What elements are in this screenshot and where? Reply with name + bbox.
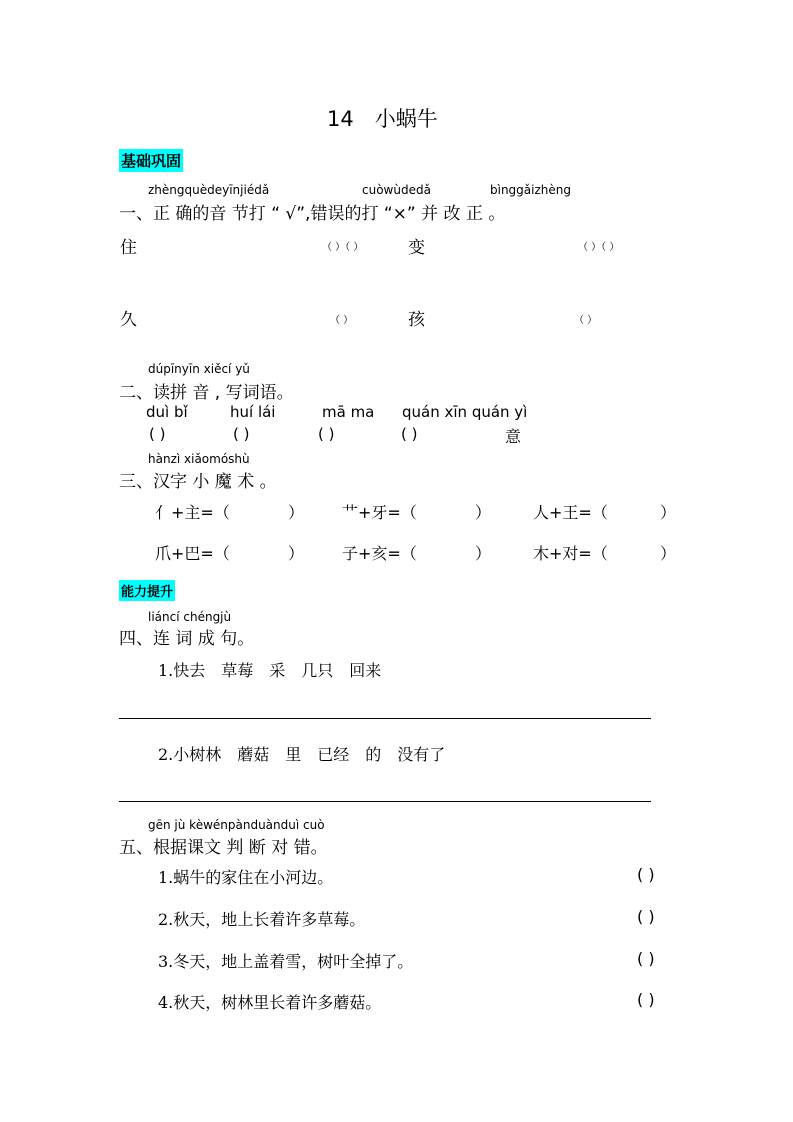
q3-pinyin: hànzì xiǎomóshù — [148, 452, 250, 466]
q3-expr-4: 爪+巴=（ — [155, 544, 230, 563]
q2-heading: 二、读拼 音 , 写词语。 — [119, 383, 294, 403]
q3-close-2: ） — [475, 503, 492, 522]
q1-parens-3: （ ） — [330, 315, 354, 326]
q3-close-3: ） — [660, 503, 677, 522]
q3-expr-5: 子+亥=（ — [342, 544, 417, 563]
answer-line-1[interactable] — [119, 718, 651, 719]
section-badge-improve: 能力提升 — [119, 580, 175, 601]
q1-heading: 一、正 确的音 节打 “ √”,错误的打 “×” 并 改 正 。 — [119, 204, 506, 224]
answer-line-2[interactable] — [119, 801, 651, 802]
q2-pinyin: dúpīnyīn xiěcí yǔ — [148, 362, 250, 376]
q5-heading: 五、根据课文 判 断 对 错。 — [119, 838, 328, 858]
q2-syllable-4: quán xīn quán yì — [402, 403, 528, 421]
q2-blank-2[interactable]: ( ) — [233, 425, 250, 443]
q5-paren-4[interactable]: ( ) — [637, 990, 655, 1009]
q3-close-6: ） — [660, 544, 677, 563]
q3-close-1: ） — [288, 503, 305, 522]
q4-item-2: 2.小树林 蘑菇 里 已经 的 没有了 — [158, 745, 446, 764]
q4-heading: 四、连 词 成 句。 — [119, 629, 255, 649]
q3-expr-1: 亻+主=（ — [155, 503, 230, 522]
q1-parens-4: （ ） — [574, 315, 598, 326]
q5-pinyin: gēn jù kèwénpànduànduì cuò — [148, 818, 325, 832]
q2-suffix: 意 — [505, 427, 522, 446]
section-badge-basic: 基础巩固 — [119, 149, 183, 172]
q1-parens-2: （ ）（ ） — [578, 242, 620, 253]
q2-syllable-2: huí lái — [230, 403, 276, 421]
q1-pinyin-c: bìnggǎizhèng — [490, 183, 571, 197]
q3-expr-3: 人+王=（ — [533, 503, 608, 522]
q4-item-1: 1.快去 草莓 采 几只 回来 — [158, 661, 382, 680]
q3-heading: 三、汉字 小 魔 术 。 — [119, 472, 277, 492]
q3-expr-2: 艹+牙=（ — [342, 503, 417, 522]
q1-char-4: 孩 — [408, 310, 425, 330]
q5-item-1: 1.蜗牛的家住在小河边。 — [158, 868, 334, 887]
q1-pinyin-a: zhèngquèdeyīnjiédǎ — [148, 183, 270, 197]
q2-syllable-3: mā ma — [322, 403, 375, 421]
q1-char-2: 变 — [408, 238, 425, 258]
q3-close-5: ） — [475, 544, 492, 563]
q5-item-2: 2.秋天，地上长着许多草莓。 — [158, 910, 366, 929]
q5-paren-3[interactable]: ( ) — [637, 949, 655, 968]
q5-paren-2[interactable]: ( ) — [637, 907, 655, 926]
page-title: 14 小蜗牛 — [327, 107, 438, 131]
q3-expr-6: 木+对=（ — [533, 544, 608, 563]
q1-char-1: 住 — [120, 238, 137, 258]
q2-blank-4[interactable]: ( ) — [401, 425, 418, 443]
q5-item-3: 3.冬天，地上盖着雪，树叶全掉了。 — [158, 952, 414, 971]
q1-parens-1: （ ）（ ） — [322, 242, 364, 253]
q1-char-3: 久 — [120, 310, 137, 330]
q2-blank-1[interactable]: ( ) — [149, 425, 166, 443]
q3-close-4: ） — [288, 544, 305, 563]
q5-paren-1[interactable]: ( ) — [637, 865, 655, 884]
q2-blank-3[interactable]: ( ) — [318, 425, 335, 443]
q5-item-4: 4.秋天，树林里长着许多蘑菇。 — [158, 993, 382, 1012]
q1-pinyin-b: cuòwùdedǎ — [362, 183, 431, 197]
q4-pinyin: liáncí chéngjù — [148, 610, 232, 624]
q2-syllable-1: duì bǐ — [146, 403, 188, 421]
